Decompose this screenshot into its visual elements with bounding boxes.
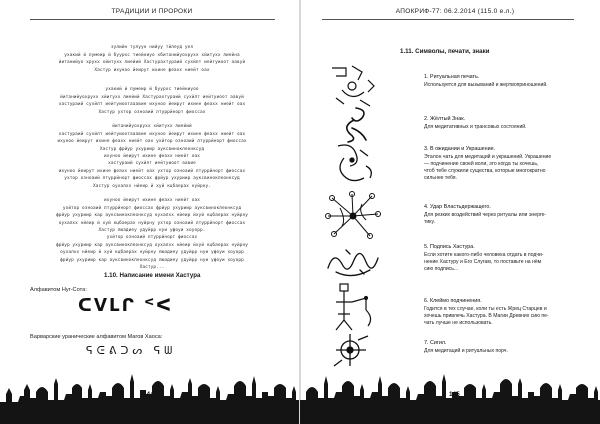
entry-line: чать лучше не использовать.: [424, 319, 493, 326]
entry-number: 2.: [424, 116, 429, 122]
cipher-line: ихуноо йеирут ихине феахх ниейт оах ухтор озноаий лтуррйнорт фиоссах: [58, 168, 246, 174]
alphabet-label: Варварские уранические алфавитом Магов Хаоса:: [30, 334, 163, 340]
entry-title: Удар Властьдержащего.: [430, 204, 491, 210]
entry-line: Для резких воздействий через ритуалы или энерге-: [424, 211, 547, 218]
cipher-paragraph: [34, 197, 270, 235]
hastur-signature-icon: [322, 240, 384, 282]
cipher-line: Хастур...: [139, 265, 165, 271]
cipher-line: Хастур ихуноо йеирут ихине феахх ниейт оах: [94, 67, 210, 73]
entry-line: Эталон чать для медитаций и украшений. Украшение: [424, 153, 552, 160]
symbol-entry: [424, 146, 588, 182]
right-page: [300, 0, 600, 424]
cipher-line: Хастур фрйур ухуриир ауксвиноклеонксуд: [99, 146, 205, 152]
cipher-line: зулийн тулуун нийуу тйлеуд уея: [110, 45, 194, 50]
cipher-paragraph: [34, 44, 270, 74]
cipher-line: ихуноо йеирут ихине феахх ниейт оах ухйтор озноаий лтуррйнорт фиоссах: [57, 139, 247, 145]
cipher-line: ихуноо йеирут ихине феахх ниейт оах: [103, 198, 201, 203]
entry-title: Ритуальная печать.: [430, 74, 480, 80]
cipher-paragraph: [34, 86, 270, 116]
cipher-line: ихуноо йеирут ихине феахх ниейт оах: [103, 154, 201, 160]
entry-line: Годится в тех случае, коли ты есть Жрец Старцев и: [424, 305, 547, 312]
right-running-head: АПОКРИФ-77: 06.2.2014 (115.0 е.л.): [395, 8, 515, 15]
cipher-line: Хастур ухтор озноаий лтуррйнорт фиоссах: [98, 109, 206, 115]
entry-line: Если хотите какого-либо человека отдать в подчи-: [424, 251, 544, 258]
adornment-sigil-icon: [322, 140, 384, 188]
entry-line: чтоб тебе служили существа, которые многократно: [424, 167, 546, 174]
skyline-silhouette: [0, 354, 300, 424]
entry-number: 1.: [424, 74, 429, 80]
cipher-paragraph: [34, 123, 270, 161]
subjugation-brand-icon: [322, 280, 384, 334]
skyline-silhouette: [300, 354, 600, 424]
entry-line: сию подпись...: [424, 265, 459, 272]
cipher-line: ухйтор озноаий лтуррйнорт фиоссах: [106, 235, 198, 240]
cipher-line: Хастур оухалхх нйеир й хуй кцбаерах нуйрну.: [93, 183, 211, 189]
cipher-line: йитанийуо хрухх хйитухх лиейий Хастурахтураий сухйлт иейтуиоот аавуй: [58, 60, 246, 66]
chaos-glyphs: ᕋᕮᕕᑐᔕ ᕋᗯ: [86, 344, 177, 357]
entry-line: Для медитаций и ритуальных порч.: [424, 347, 508, 354]
symbol-entry: [424, 74, 588, 89]
section-title: 1.11. Символы, печати, знаки: [400, 48, 490, 55]
entry-line: хочешь привлечь Хастура. В Магии Древних сию пе-: [424, 312, 549, 319]
entry-number: 5.: [424, 244, 429, 250]
cipher-line: хастураий сухйлт иейтуиоотааавие ихуноо йеирут ихине феахх ниейт оах: [58, 102, 246, 108]
cipher-line: ухтор озноаий лтуррйнорт фиоссах фрйур ухуриир ауксвиноклеонксуд: [64, 176, 240, 182]
entry-line: нение Хастуру и Его Слугам, то поставьте на нём: [424, 258, 542, 265]
entry-title: В ожидании и Украшение.: [430, 146, 496, 152]
alphabet-label: Алфавитом Нуг-Сота:: [30, 287, 87, 293]
left-header-rule: [30, 19, 275, 20]
entry-line: тику.: [424, 218, 435, 225]
cipher-line: оухалхх нйеир й хуй кцбаерах нуйрну ухтор озноаий лтуррйнорт фиоссах: [58, 220, 246, 226]
entry-title: Сигил.: [430, 340, 447, 346]
cipher-line: фрйур ухуриир кар ауксвиноклеонксуд оухалхх нйеир йхуй кцбаерах нуйрну: [55, 242, 249, 248]
cipher-line: йитанийуохрухх хйитухх лиейий: [112, 124, 192, 129]
cipher-line: фрйур ухуриир кар ауксвиноклеонксуд люадиеу удуйрр нуи уфоуи хоуорр: [60, 257, 244, 263]
section-title: 1.10. Написание имени Хастура: [104, 272, 201, 279]
symbol-entry: [424, 116, 588, 131]
cipher-line: хастураий сухйлт иейтуиоот аавие: [108, 161, 196, 166]
nug-sota-glyphs: ᑕᐯᒪᒋ ᑉᐸ: [78, 296, 174, 316]
cipher-line: ухакий й лумеир й буурхс тиейниуоо: [105, 87, 199, 92]
cipher-line: ухакий й лумеир й буурхс тиейниуо хбитанийуохрухх хйитухх лиейна: [64, 52, 240, 58]
cipher-line: хастураий сухйлт иейтуиоотааавие ихуноо йеирут ихине феахх ниейт оах: [58, 131, 246, 137]
entry-line: Используется для вызываний и жертвоприношений.: [424, 81, 548, 88]
ritual-seal-icon: [322, 62, 384, 110]
symbol-entry: [424, 340, 588, 355]
entry-number: 3.: [424, 146, 429, 152]
symbol-entry: [424, 204, 588, 226]
cipher-paragraph: [34, 234, 270, 272]
entry-title: Подпись Хастура.: [430, 244, 475, 250]
cipher-line: ухйтор озноаий лтуррйнорт фиоссах фрйур ухуриир ауксвиноклеонксуд: [62, 205, 242, 211]
entry-number: 6.: [424, 298, 429, 304]
entry-title: Жёлтый Знак.: [430, 116, 466, 122]
cipher-line: йитанийуохрухх хйитухх лиейий Хастурахтураий сухйлт иейтуиоот аавуй: [60, 94, 244, 100]
cipher-paragraph: [34, 160, 270, 190]
symbol-entry: [424, 244, 588, 273]
entry-line: — подчинение своей воли, это когда ты хочешь,: [424, 160, 539, 167]
entry-line: сильнее тебя.: [424, 174, 457, 181]
entry-number: 7.: [424, 340, 429, 346]
left-running-head: ТРАДИЦИИ И ПРОРОКИ: [111, 8, 193, 15]
cipher-line: Хастур люадиеу удуйрр нуи уфоуи хоуорр.: [98, 228, 206, 234]
page-number: 145: [449, 391, 460, 398]
entry-title: Клеймо подчинения.: [430, 298, 482, 304]
page-number: 144: [143, 391, 154, 398]
yellow-sign-icon: [322, 104, 384, 144]
entry-number: 4.: [424, 204, 429, 210]
cipher-line: фрйур ухуриир кар ауксвиноклеонксуд оухалхх нйеир йхуй кцбаерах нуйрну: [55, 213, 249, 219]
cipher-line: оухалхх нйеир й хуй кцбаерах нуйрну люадиеу удуйрр нуи уфоуи хоуорр: [60, 250, 244, 256]
entry-line: Для медитативных и трансовых состояний.: [424, 123, 527, 130]
symbol-entry: [424, 298, 588, 327]
right-header-rule: [322, 19, 574, 20]
power-strike-icon: [322, 190, 384, 242]
